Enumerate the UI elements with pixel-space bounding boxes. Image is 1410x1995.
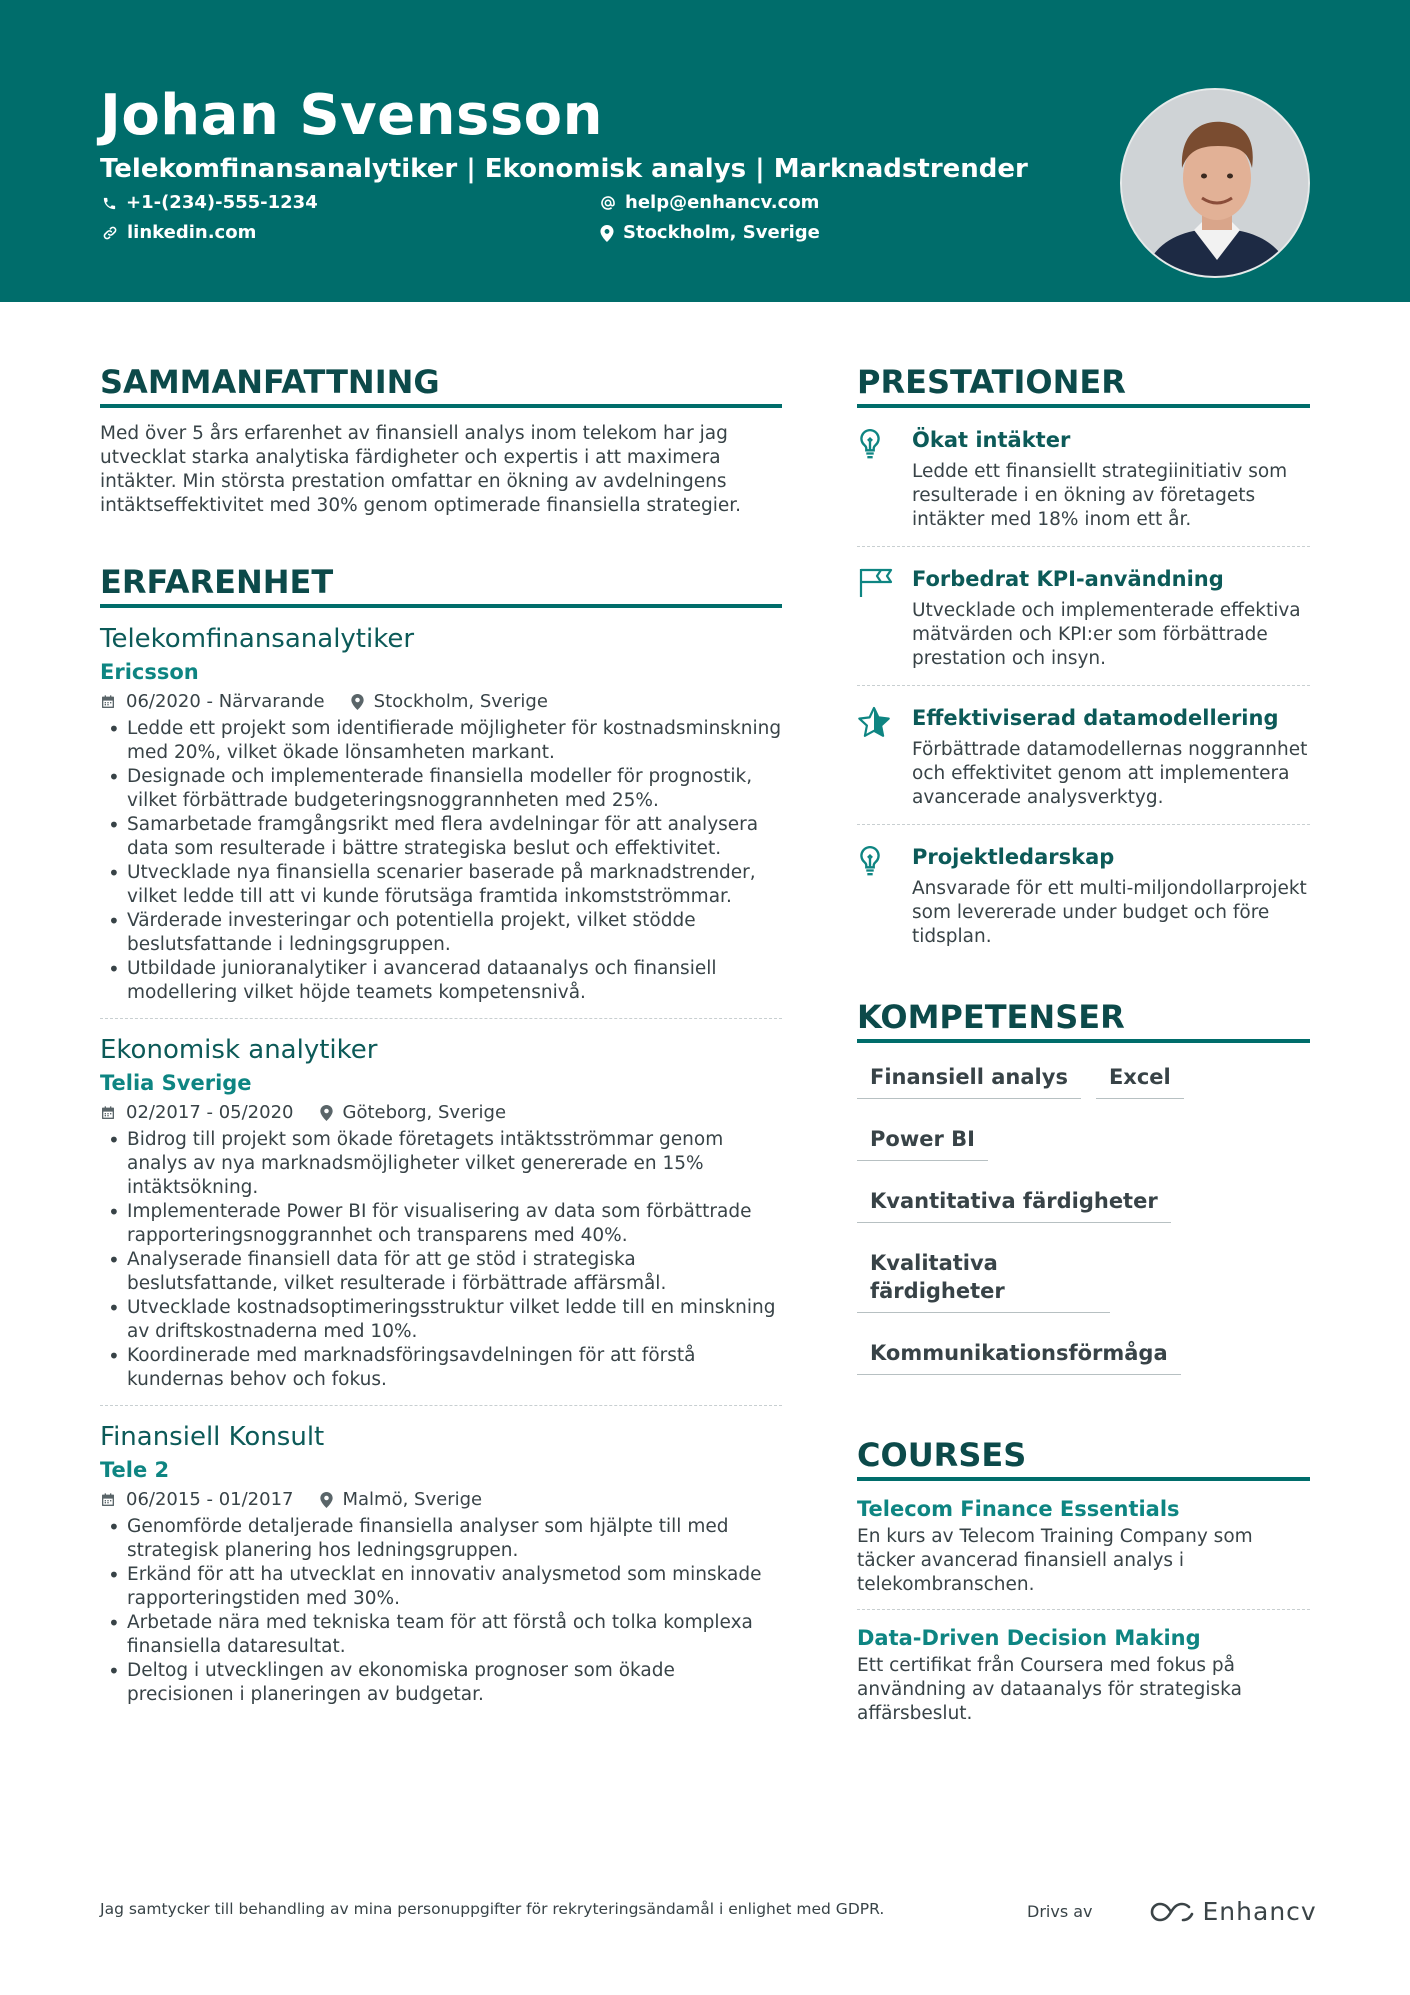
job-entry <box>100 1420 782 1707</box>
bullet-item: • Utvecklade kostnadsoptimeringsstruktur vilket ledde till en minskning av driftskostnaderna med 10%. <box>100 1296 782 1344</box>
skill-tag: Kommunikationsförmåga <box>857 1331 1181 1375</box>
flag-icon <box>857 567 895 599</box>
candidate-name: Johan Svensson <box>100 83 604 148</box>
achievement-title: Forbedrat KPI-användning <box>912 567 1224 591</box>
job-title: Finansiell Konsult <box>100 1422 325 1452</box>
achievement-desc: Förbättrade datamodellernas noggrannhet och effektivitet genom att implementera avancerade analysverktyg. <box>912 739 1308 808</box>
skill-tag: Kvantitativa färdigheter <box>857 1179 1171 1223</box>
bullet-item: • Genomförde detaljerade finansiella analyser som hjälpte till med strategisk planering hos ledningsgruppen. <box>100 1515 782 1563</box>
calendar-icon <box>100 694 116 710</box>
skill-tag: Power BI <box>857 1117 988 1161</box>
candidate-title: Telekomfinansanalytiker | Ekonomisk analys | Marknadstrender <box>100 154 1028 184</box>
brand-name: Enhancv <box>1202 1897 1317 1926</box>
left-column <box>100 362 782 1707</box>
achievement-title: Ökat intäkter <box>912 428 1071 452</box>
link-icon <box>102 225 118 241</box>
bullet-item: • Bidrog till projekt som ökade företagets intäktsströmmar genom analys av nya marknadsmöjligheter vilket genererade en 15% intäktsökning. <box>100 1128 782 1200</box>
summary-text: Med över 5 års erfarenhet av finansiell analys inom telekom har jag utvecklat starka analytiska färdigheter och expertis i att maximera intäkter. Min största prestation omfattar en ökning av avdelningens intäktseffektivitet med 30% genom optimerade finansiella strategier. <box>100 423 742 516</box>
bullet-item: • Ledde ett projekt som identifierade möjligheter för kostnadsminskning med 20%, vilket ökade lönsamheten markant. <box>100 717 782 765</box>
location-pin-icon <box>600 225 614 242</box>
profile-photo <box>1120 88 1310 278</box>
bullet-item: • Arbetade nära med tekniska team för att förstå och tolka komplexa finansiella dataresultat. <box>100 1611 782 1659</box>
star-icon <box>857 706 891 738</box>
lightbulb-icon <box>857 845 883 879</box>
bullet-item: • Utvecklade nya finansiella scenarier baserade på marknadstrender, vilket ledde till att vi kunde förutsäga framtida inkomstströmmar. <box>100 861 782 909</box>
course-desc: Ett certifikat från Coursera med fokus på användning av dataanalys för strategiska affärsbeslut. <box>857 1655 1242 1724</box>
achievement-item <box>857 825 1310 963</box>
linkedin-text: linkedin.com <box>127 222 257 243</box>
job-company: Telia Sverige <box>100 1071 252 1095</box>
right-column <box>857 362 1310 1738</box>
job-company: Ericsson <box>100 660 199 684</box>
courses-list <box>857 1481 1310 1738</box>
contact-phone[interactable] <box>102 191 318 215</box>
skills-list <box>857 1055 1310 1393</box>
bullet-item: • Utbildade junioranalytiker i avancerad dataanalys och finansiell modellering vilket höjde teamets kompetensnivå. <box>100 957 782 1005</box>
bullet-item: • Koordinerade med marknadsföringsavdelningen för att förstå kundernas behov och fokus. <box>100 1344 782 1392</box>
job-entry <box>100 622 782 1019</box>
achievement-desc: Ledde ett finansiellt strategiinitiativ som resulterade i en ökning av företagets intäkter med 18% inom ett år. <box>912 461 1288 530</box>
job-meta <box>100 1488 782 1512</box>
location-pin-icon <box>351 694 364 710</box>
skill-tag: Finansiell analys <box>857 1055 1081 1099</box>
email-text: help@enhancv.com <box>625 192 820 213</box>
contact-location <box>600 221 820 245</box>
job-meta <box>100 1101 782 1125</box>
job-title: Ekonomisk analytiker <box>100 1035 378 1065</box>
summary-heading: SAMMANFATTNING <box>100 362 782 408</box>
bullet-item: • Analyserade finansiell data för att ge stöd i strategiska beslutsfattande, vilket resulterade i förbättrade affärsmål. <box>100 1248 782 1296</box>
bullet-item: • Värderade investeringar och potentiella projekt, vilket stödde beslutsfattande i ledningsgruppen. <box>100 909 782 957</box>
course-item <box>857 1481 1310 1610</box>
lightbulb-icon <box>857 428 883 462</box>
location-pin-icon <box>320 1105 333 1121</box>
enhancv-logo[interactable] <box>1149 1897 1317 1926</box>
skill-tag: Kvalitativa färdigheter <box>857 1241 1110 1313</box>
achievement-item <box>857 547 1310 686</box>
divider <box>100 1405 782 1406</box>
job-dates: 06/2015 - 01/2017 <box>126 1489 294 1510</box>
achievements-heading: PRESTATIONER <box>857 362 1310 408</box>
calendar-icon <box>100 1492 116 1508</box>
phone-icon <box>102 196 117 211</box>
footer-branding[interactable] <box>1027 1897 1317 1926</box>
contact-email[interactable] <box>600 191 819 215</box>
achievement-desc: Ansvarade för ett multi-miljondollarprojekt som levererade under budget och före tidsplan. <box>912 878 1307 947</box>
job-location: Malmö, Sverige <box>342 1489 483 1510</box>
enhancv-logo-icon <box>1149 1901 1195 1923</box>
job-meta <box>100 690 782 714</box>
achievements-list <box>857 408 1310 963</box>
gdpr-consent: Jag samtycker till behandling av mina personuppgifter för rekryteringsändamål i enlighet med GDPR. <box>100 1900 885 1918</box>
job-company: Tele 2 <box>100 1458 170 1482</box>
bullet-item: • Samarbetade framgångsrikt med flera avdelningar för att analysera data som resulterade i bättre strategiska beslut och effektivitet. <box>100 813 782 861</box>
job-dates: 02/2017 - 05/2020 <box>126 1102 294 1123</box>
at-icon <box>600 195 616 211</box>
achievement-item <box>857 408 1310 547</box>
divider <box>100 1018 782 1019</box>
bullet-item: • Implementerade Power BI för visualisering av data som förbättrade rapporteringsnoggrannhet och transparens med 40%. <box>100 1200 782 1248</box>
resume-header <box>0 0 1410 302</box>
bullet-item: • Deltog i utvecklingen av ekonomiska prognoser som ökade precisionen i planeringen av budgetar. <box>100 1659 782 1707</box>
course-title: Telecom Finance Essentials <box>857 1497 1180 1521</box>
job-entry <box>100 1033 782 1406</box>
experience-heading: ERFARENHET <box>100 562 782 608</box>
calendar-icon <box>100 1105 116 1121</box>
course-item <box>857 1610 1310 1738</box>
phone-text: +1-(234)-555-1234 <box>126 192 318 213</box>
bullet-item: • Designade och implementerade finansiella modeller för prognostik, vilket förbättrade budgeteringsnoggrannheten med 25%. <box>100 765 782 813</box>
skill-tag: Excel <box>1096 1055 1184 1099</box>
job-bullets <box>100 1128 782 1392</box>
job-bullets <box>100 1515 782 1707</box>
bullet-item: • Erkänd för att ha utvecklat en innovativ analysmetod som minskade rapporteringstiden med 30%. <box>100 1563 782 1611</box>
job-location: Stockholm, Sverige <box>373 691 548 712</box>
achievement-title: Effektiviserad datamodellering <box>912 706 1279 730</box>
job-dates: 06/2020 - Närvarande <box>126 691 325 712</box>
job-location: Göteborg, Sverige <box>342 1102 507 1123</box>
achievement-item <box>857 686 1310 825</box>
achievement-title: Projektledarskap <box>912 845 1115 869</box>
courses-heading: COURSES <box>857 1435 1310 1481</box>
course-desc: En kurs av Telecom Training Company som täcker avancerad finansiell analys i telekombranschen. <box>857 1526 1253 1595</box>
location-text: Stockholm, Sverige <box>623 222 820 243</box>
location-pin-icon <box>320 1492 333 1508</box>
job-bullets <box>100 717 782 1005</box>
job-title: Telekomfinansanalytiker <box>100 624 415 654</box>
skills-heading: KOMPETENSER <box>857 997 1310 1043</box>
course-title: Data-Driven Decision Making <box>857 1626 1201 1650</box>
powered-by-label: Drivs av <box>1027 1902 1093 1921</box>
achievement-desc: Utvecklade och implementerade effektiva mätvärden och KPI:er som förbättrade prestation och insyn. <box>912 600 1301 669</box>
contact-linkedin[interactable] <box>102 221 256 245</box>
